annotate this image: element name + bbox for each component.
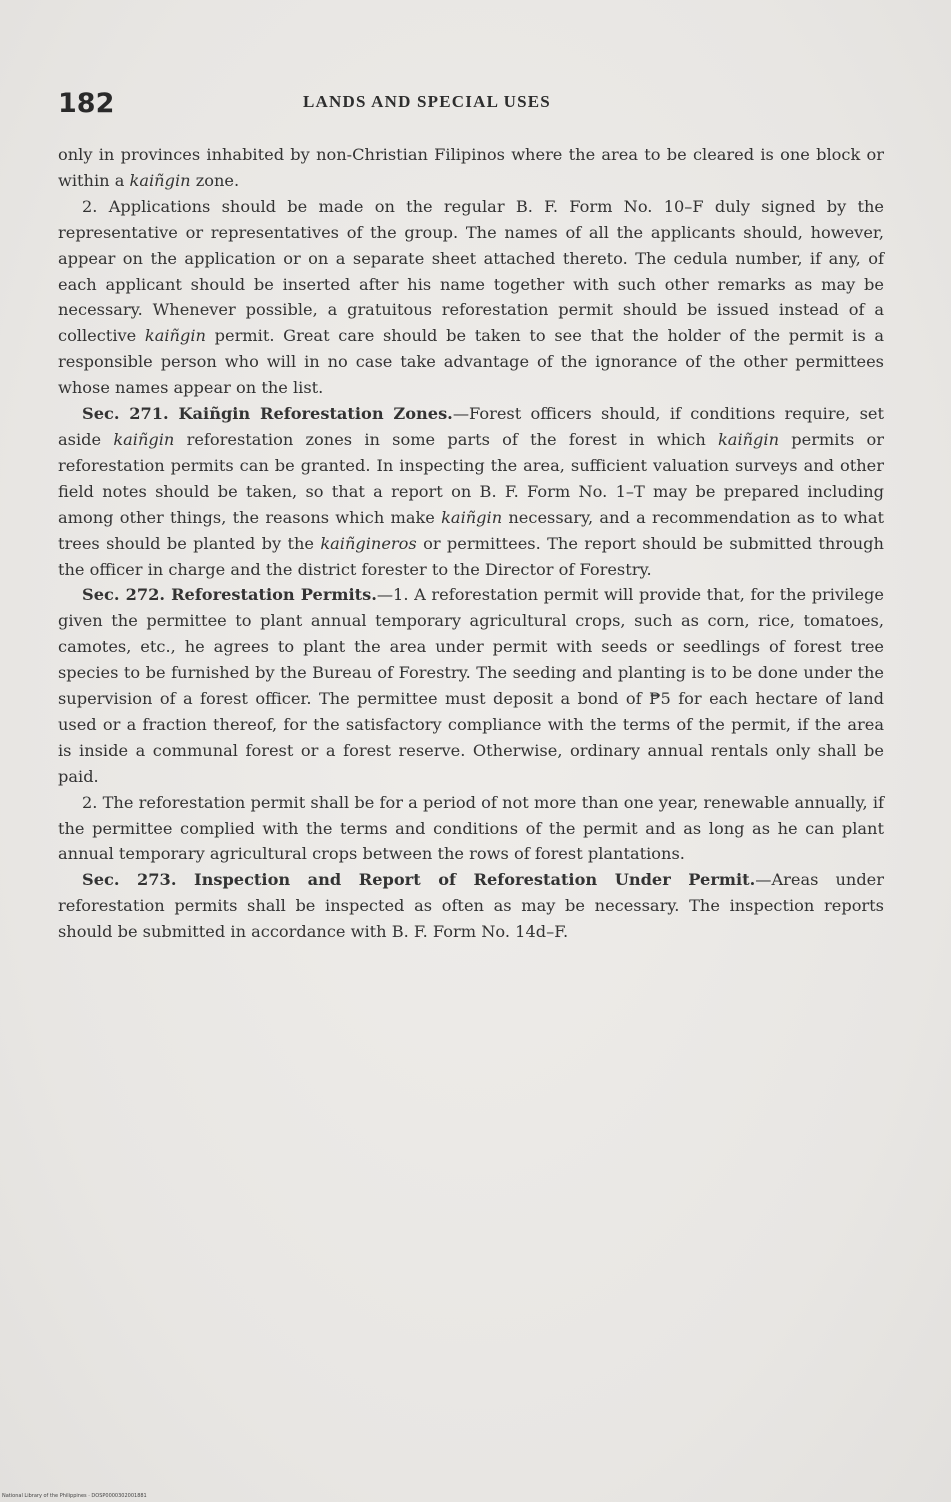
text-run: —Forest officers should, if conditions require, set aside	[58, 404, 884, 449]
italic-term: kaiñgineros	[320, 533, 417, 553]
paragraph-continuation	[58, 142, 884, 194]
text-run: 2. The reforestation permit shall be for a period of not more than one year, renewable annually, if the permittee complied with the terms and conditions of the permit and as long as he can plant annual temporary agricultural crops between the rows of forest plantations.	[58, 792, 884, 864]
section-272-paragraph-2	[58, 790, 884, 868]
italic-term: kaiñgin	[129, 170, 191, 190]
text-run: necessary, and a recommendation as to what trees should be planted by the	[58, 507, 884, 553]
section-heading: Sec. 272. Reforestation Permits.	[82, 585, 377, 605]
running-head: LANDS AND SPECIAL USES	[303, 92, 551, 111]
section-heading: Sec. 273. Inspection and Report of Reforestation Under Permit.	[82, 870, 756, 890]
section-272	[58, 582, 884, 789]
text-run: only in provinces inhabited by non-Christian Filipinos where the area to be cleared is one block or within a	[58, 145, 884, 190]
italic-term: kaiñgin	[113, 429, 175, 449]
text-run: permits or reforestation permits can be granted. In inspecting the area, sufficient valuation surveys and other field notes should be taken, so that a report on B. F. Form No. 1–T may be prepared including among other things, the reasons which make	[58, 429, 884, 527]
text-run: —Areas under reforestation permits shall be inspected as often as may be necessary. The inspection reports should be submitted in accordance with B. F. Form No. 14d–F.	[58, 870, 884, 942]
paragraph-applications	[58, 194, 884, 401]
text-run: permit. Great care should be taken to see that the holder of the permit is a responsible person who will in no case take advantage of the ignorance of the other permittees whose names appear on the list.	[58, 326, 884, 398]
text-run: reforestation zones in some parts of the forest in which	[174, 429, 718, 449]
italic-term: kaiñgin	[144, 326, 206, 346]
text-run: zone.	[190, 170, 240, 190]
section-271	[58, 401, 884, 582]
body-text	[58, 142, 884, 945]
text-run: —1. A reforestation permit will provide that, for the privilege given the permittee to plant annual temporary agricultural crops, such as corn, rice, tomatoes, camotes, etc., he agrees to plant the area under permit with seeds or seedlings of forest tree species to be furnished by the Bureau of Forestry. The seeding and planting is to be done under the supervision of a forest officer. The permittee must deposit a bond of ₱5 for each hectare of land used or a fraction thereof, for the satisfactory compliance with the terms of the permit, if the area is inside a communal forest or a forest reserve. Otherwise, ordinary annual rentals only shall be paid.	[58, 585, 884, 786]
page-header	[58, 88, 888, 122]
section-heading: Sec. 271. Kaiñgin Reforestation Zones.	[82, 404, 453, 424]
page-number: 182	[58, 88, 115, 119]
text-run: 2. Applications should be made on the regular B. F. Form No. 10–F duly signed by the representative or representatives of the group. The names of all the applicants should, however, appear on the application or on a separate sheet attached thereto. The cedula number, if any, of each applicant should be inserted after his name together with such other remarks as may be necessary. Whenever possible, a gratuitous reforestation permit should be issued instead of a collective	[58, 196, 884, 346]
italic-term: kaiñgin	[441, 507, 503, 527]
scan-credit: National Library of the Philippines · DOSP0000302001881	[2, 1493, 147, 1499]
section-273	[58, 867, 884, 945]
text-run: or permittees. The report should be submitted through the officer in charge and the district forester to the Director of Forestry.	[58, 533, 884, 579]
italic-term: kaiñgin	[717, 429, 780, 449]
